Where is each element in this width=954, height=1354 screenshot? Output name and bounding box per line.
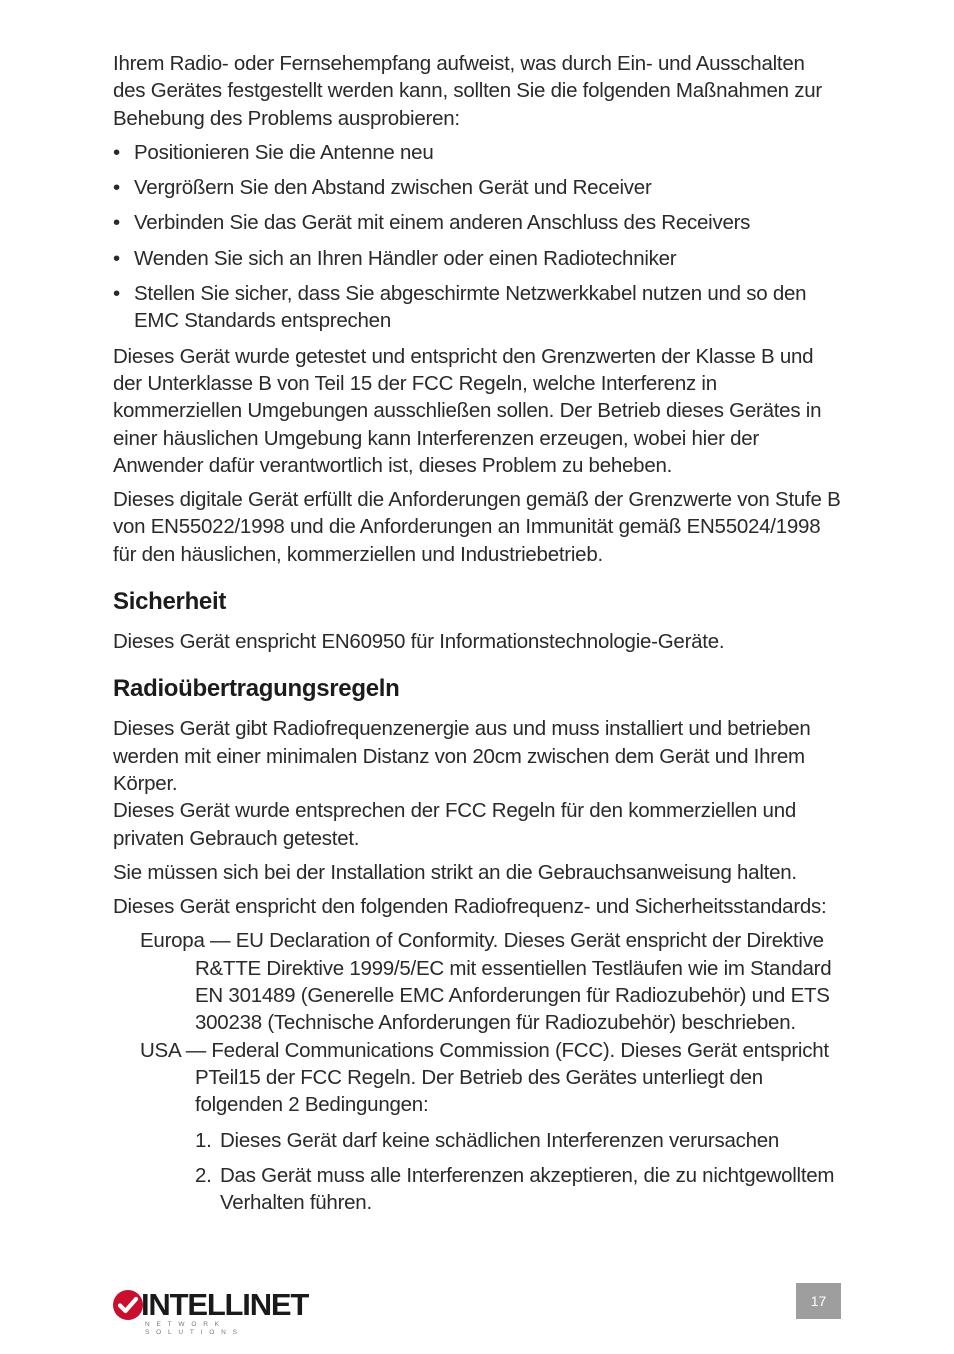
list-item: • Verbinden Sie das Gerät mit einem anderen Anschluss des Receivers bbox=[113, 209, 841, 236]
safety-heading: Sicherheit bbox=[113, 588, 227, 616]
declarations bbox=[140, 927, 841, 1118]
usa-declaration: USA — Federal Communications Commission (FCC). Dieses Gerät entspricht PTeil15 der FCC Regeln. Der Betrieb des Gerätes unterliegt den folgenden 2 Bedingungen: bbox=[140, 1038, 829, 1117]
list-number: 2. bbox=[195, 1163, 212, 1187]
logo-wordmark: INTELLINET bbox=[141, 1287, 309, 1322]
list-item: • Positionieren Sie die Antenne neu bbox=[113, 139, 841, 166]
intellinet-logo bbox=[113, 1287, 318, 1336]
fcc-paragraph: Dieses Gerät wurde getestet und entspricht den Grenzwerten der Klasse B und der Unterklasse B von Teil 15 der FCC Regeln, welche Interferenz in kommerziellen Umgebungen ausschließen sollen. Der Betrieb dieses Gerätes in einer häuslichen Umgebung kann Interferenzen erzeugen, wobei hier der Anwender dafür verantwortlich ist, dieses Problem zu beheben. bbox=[113, 344, 822, 477]
list-item: • Wenden Sie sich an Ihren Händler oder einen Radiotechniker bbox=[113, 245, 841, 272]
list-number: 1. bbox=[195, 1128, 212, 1152]
safety-text: Dieses Gerät enspricht EN60950 für Informationstechnologie-Geräte. bbox=[113, 630, 725, 654]
list-item: • Stellen Sie sicher, dass Sie abgeschirmte Netzwerkkabel nutzen und so den EMC Standards entsprechen bbox=[113, 280, 841, 335]
conditions-list bbox=[195, 1127, 841, 1217]
radio-paragraph-1: Dieses Gerät gibt Radiofrequenzenergie aus und muss installiert und betrieben werden mit einer minimalen Distanz von 20cm zwischen dem Gerät und Ihrem Körper. bbox=[113, 717, 811, 795]
digital-paragraph: Dieses digitale Gerät erfüllt die Anforderungen gemäß der Grenzwerte von Stufe B von EN55022/1998 und die Anforderungen an Immunität gemäß EN55024/1998 für den häuslichen, kommerziellen und Industriebetrieb. bbox=[113, 488, 841, 566]
page-number: 17 bbox=[796, 1283, 841, 1319]
list-text: Das Gerät muss alle Interferenzen akzeptieren, die zu nichtgewolltem Verhalten führen. bbox=[220, 1163, 835, 1215]
page-content bbox=[113, 50, 841, 1224]
checkmark-icon bbox=[113, 1290, 143, 1320]
intro-paragraph: Ihrem Radio- oder Fernsehempfang aufweist, was durch Ein- und Ausschalten des Gerätes festgestellt werden kann, sollten Sie die folgenden Maßnahmen zur Behebung des Problems ausprobieren: bbox=[113, 52, 822, 130]
measures-list bbox=[113, 139, 841, 335]
list-item bbox=[195, 1127, 841, 1154]
radio-paragraph-2: Dieses Gerät wurde entsprechen der FCC Regeln für den kommerziellen und privaten Gebrauch getestet. bbox=[113, 799, 797, 850]
logo-tagline: NETWORK SOLUTIONS bbox=[145, 1321, 244, 1336]
europe-declaration: Europa — EU Declaration of Conformity. Dieses Gerät enspricht der Direktive R&TTE Direktive 1999/5/EC mit essentiellen Testläufen wie im Standard EN 301489 (Generelle EMC Anforderungen für Radiozubehör) und ETS 300238 (Technische Anforderungen für Radiozubehör) beschrieben. bbox=[140, 929, 832, 1035]
list-text: Dieses Gerät darf keine schädlichen Interferenzen verursachen bbox=[220, 1128, 780, 1152]
radio-paragraph-3: Sie müssen sich bei der Installation strikt an die Gebrauchsanweisung halten. bbox=[113, 860, 797, 884]
radio-paragraph-4: Dieses Gerät enspricht den folgenden Radiofrequenz- und Sicherheitsstandards: bbox=[113, 895, 827, 919]
radio-heading: Radioübertragungsregeln bbox=[113, 675, 400, 703]
list-item bbox=[195, 1162, 841, 1217]
list-item: • Vergrößern Sie den Abstand zwischen Gerät und Receiver bbox=[113, 174, 841, 201]
